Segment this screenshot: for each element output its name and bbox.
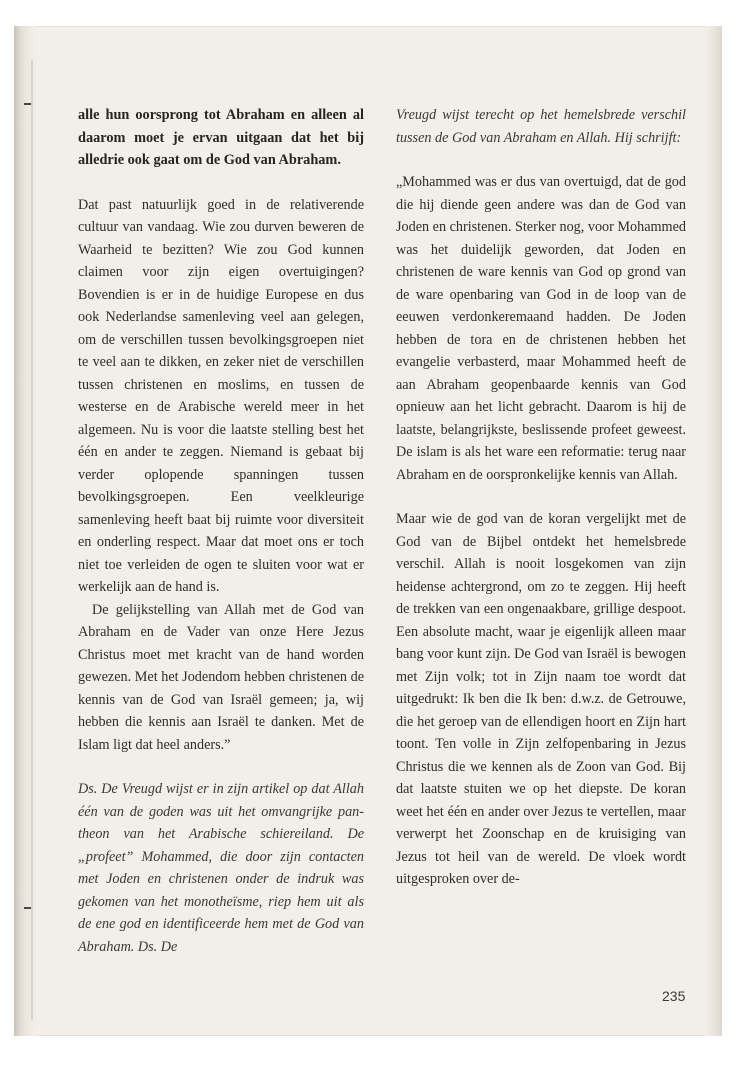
quote-paragraph: „Mohammed was er dus van overtuigd, dat de god die hij diende geen andere was dan de God van Joden en christenen. Sterker nog, voor Mohammed was het duidelijk geworden, dat Joden en christenen de ware kennis van God op grond van de ware openbaring van God in de loop van de eeuwen verdonkeremaand hadden. De Joden hebben de tora en de christenen hebben het evangelie verbasterd, maar Mohammed heeft de aan Abraham geopenbaarde kennis van God opnieuw aan het licht gebracht. Daarom is hij de laatste, belangrijkste, beslissende profeet geweest. De islam is als het ware een reformatie: terug naar Abraham en de oorspronkelijke kennis van Allah. bbox=[396, 174, 686, 483]
italic-commentary-continued: Vreugd wijst terecht op het hemelsbrede verschil tussen de God van Abraham en Allah. Hij schrijft: bbox=[396, 107, 686, 146]
body-paragraph: Maar wie de god van de koran vergelijkt met de God van de Bijbel ontdekt het hemelsbrede verschil. Allah is nooit losgekomen van zijn heidense achtergrond, om zo te zeggen. Hij heeft de trekken van een ongenaakbare, grillige despoot. Een absolute macht, waar je eigenlijk alleen maar bang voor kunt zijn. De God van Israël is bewogen met Zijn volk; tot in Zijn naam toe wordt dat uitgedrukt: Ik ben die Ik ben: d.w.z. de Getrouwe, die het geroep van de ellendigen hoort en Zijn hart toont. Ten volle in Zijn zelfopenbaring in Jezus Christus die we kennen als de Zoon van God. Bij dat laatste stuiten we op het diepste. De koran weet het één en ander over Jezus te vertellen, maar verwerpt het Zoonschap en de kruisiging van Jezus tot heil van de wereld. De vloek wordt uitgesproken over de- bbox=[396, 511, 686, 887]
margin-tick-mark bbox=[24, 103, 31, 105]
italic-commentary: Ds. De Vreugd wijst er in zijn artikel op dat Allah één van de goden was uit het omvangrijke pantheon van het Arabische schiereiland. De „profeet” Mohammed, die door zijn contacten met Joden en christenen onder de indruk was gekomen van het monotheïsme, riep hem uit als de ene god en identificeerde hem met de God van Abraham. Ds. De bbox=[78, 781, 364, 955]
page-edge-shadow bbox=[706, 26, 722, 1036]
page-number: 235 bbox=[662, 988, 686, 1004]
margin-tick-mark bbox=[24, 907, 31, 909]
bold-intro-paragraph: alle hun oorsprong tot Abraham en alleen al daarom moet je ervan uitgaan dat het bij alledrie ook gaat om de God van Abraham. bbox=[78, 107, 364, 168]
body-paragraph: Dat past natuurlijk goed in de relativerende cultuur van vandaag. Wie zou durven beweren de Waarheid te bezitten? Wie zou God kunnen claimen voor zijn eigen overtuigingen? Bovendien is er in de huidige Europese en dus ook Nederlandse samenleving veel aan gelegen, om de verschillen tussen bevolkingsgroepen niet te veel aan te dikken, en zeker niet de verschillen tussen christenen en moslims, en tussen de westerse en de Arabische wereld meer in het algemeen. Nu is voor die laatste stelling best het één en ander te zeggen. Niemand is gebaat bij verder oplopende spanningen tussen bevolkingsgroepen. Een veelkleurige samenleving heeft baat bij ruimte voor diversiteit en onderling respect. Maar dat moet ons er toch niet toe verleiden de ogen te sluiten voor wat er werkelijk aan de hand is. bbox=[78, 196, 364, 595]
right-text-column bbox=[396, 104, 686, 891]
left-text-column bbox=[78, 104, 364, 958]
binding-line bbox=[31, 60, 33, 1020]
body-paragraph: De gelijkstelling van Allah met de God van Abraham en de Vader van onze Here Jezus Christus moet met kracht van de hand worden gewezen. Met het Jodendom hebben christenen de kennis van de God van Israël gemeen; ja, wij hebben die kennis aan Israël te danken. Met de Islam ligt dat heel anders.” bbox=[78, 601, 364, 753]
